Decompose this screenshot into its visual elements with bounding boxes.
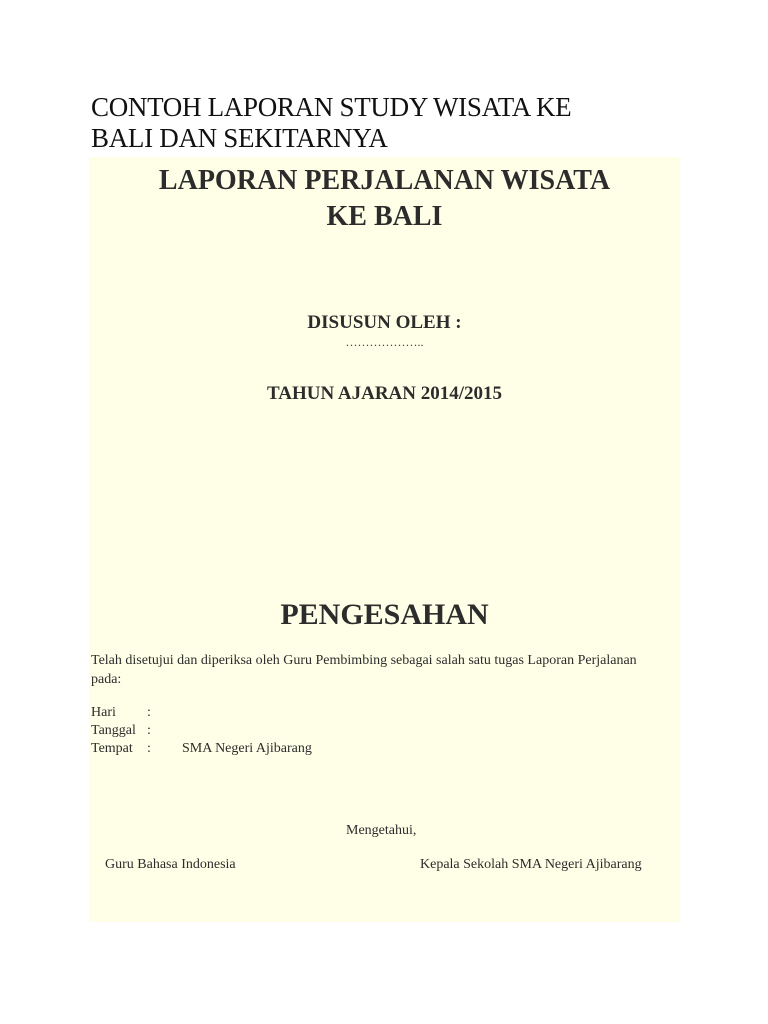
field-label-place: Tempat: [91, 741, 133, 756]
report-page-panel: [89, 157, 680, 922]
author-placeholder: ………………..: [345, 335, 424, 349]
document-title-line-2: BALI DAN SEKITARNYA: [91, 123, 388, 153]
approval-statement: Telah disetujui dan diperiksa oleh Guru Pembimbing sebagai salah satu tugas Laporan Perjalanan pada:: [91, 653, 637, 687]
acknowledged-label: Mengetahui,: [346, 823, 417, 838]
field-colon: :: [147, 741, 151, 756]
field-colon: :: [147, 705, 151, 720]
author-label: DISUSUN OLEH :: [307, 312, 462, 333]
signatory-principal: Kepala Sekolah SMA Negeri Ajibarang: [420, 857, 642, 872]
school-year: TAHUN AJARAN 2014/2015: [266, 383, 503, 404]
approval-heading: PENGESAHAN: [280, 598, 489, 631]
report-title: [89, 163, 680, 235]
field-label-date: Tanggal: [91, 723, 136, 738]
signatory-teacher: Guru Bahasa Indonesia: [105, 857, 236, 872]
field-colon: :: [147, 723, 151, 738]
document-title-line-1: CONTOH LAPORAN STUDY WISATA KE: [91, 92, 572, 122]
report-title-line-1: LAPORAN PERJALANAN WISATA: [158, 165, 611, 196]
document-title: [91, 92, 651, 154]
field-value-place: SMA Negeri Ajibarang: [182, 741, 312, 756]
report-title-line-2: KE BALI: [326, 201, 443, 232]
field-label-day: Hari: [91, 705, 116, 720]
